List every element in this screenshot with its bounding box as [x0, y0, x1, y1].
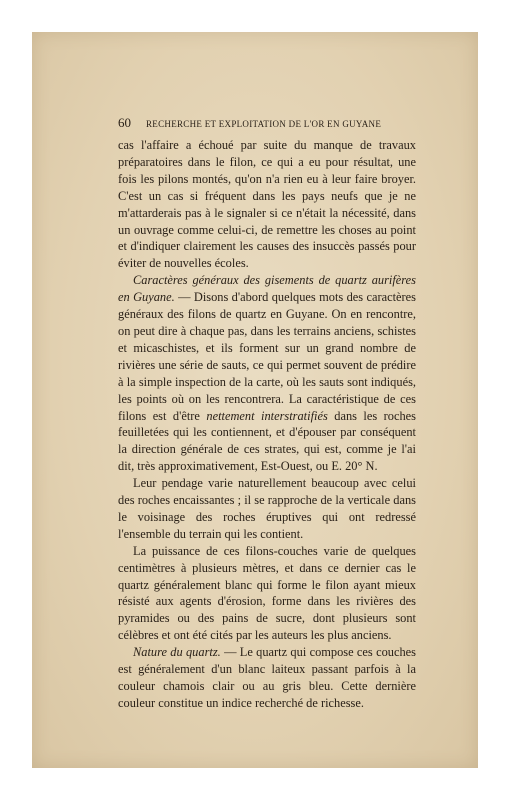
paragraph-4: La puissance de ces filons-couches varie de quelques centimètres à plusieurs mètres, et dans ce dernier cas le quartz généralement blanc qui forme le filon ayant mieux résisté aux agents d'érosion, forme dans les rivières des pyramides ou des pains de sucre, dont plusieurs sont célèbres et ont été cités par les auteurs les plus anciens.: [118, 543, 416, 643]
paragraph-2-emphasis: nettement interstratifiés: [206, 408, 328, 423]
paragraph-5: [118, 644, 416, 712]
paragraph-1: cas l'affaire a échoué par suite du manque de travaux préparatoires dans le filon, ce qui a eu pour résultat, une fois les pilons montés, qu'on n'a rien eu à leur faire broyer. C'est un cas si fréquent dans les pays neufs que je ne m'attarderais pas à le signaler si ce n'était la nécessité, dans un ouvrage comme celui-ci, de remettre les choses au point et d'indiquer clairement les causes des insuccès passés pour éviter de nouvelles écoles.: [118, 138, 416, 271]
paragraph-2-text-a: — Disons d'abord quelques mots des caractères généraux des filons de quartz en Guyane. On en rencontre, on peut dire à chaque pas, dans les terrains anciens, schistes et micaschistes, et ils forment sur un grand nombre de rivières une série de sauts, ce qui permet souvent de prédire à la simple inspection de la carte, où les sauts sont indiqués, les points où on les rencontrera. La caractéristique de ces filons est d'être: [118, 290, 416, 423]
paragraph-3: Leur pendage varie naturellement beaucoup avec celui des roches encaissantes ; il se rapproche de la verticale dans le voisinage des roches éruptives qui ont redressé l'ensemble du terrain qui les contient.: [118, 476, 416, 541]
page-header: [118, 116, 416, 130]
section-heading-gisements: Caractères généraux des gisements de quartz aurifères en Guyane.: [118, 273, 416, 305]
paragraph-2: [118, 272, 416, 475]
paragraph-5-text: — Le quartz qui compose ces couches est généralement d'un blanc laiteux passant parfois à la couleur chamois clair ou au gris bleu. Cette dernière couleur constitue un indice recherché de richesse.: [118, 645, 416, 710]
running-head: RECHERCHE ET EXPLOITATION DE L'OR EN GUYANE: [146, 119, 382, 129]
page-number: 60: [118, 115, 131, 130]
body-text: [118, 137, 416, 712]
paragraph-2-text-b: dans les roches feuilletées qui les contiennent, et d'épouser par conséquent la direction générale de ces strates, qui est, comme je l'ai dit, très approximativement, Est-Ouest, ou E. 20° N.: [118, 408, 416, 474]
section-heading-nature-quartz: Nature du quartz.: [133, 645, 221, 660]
